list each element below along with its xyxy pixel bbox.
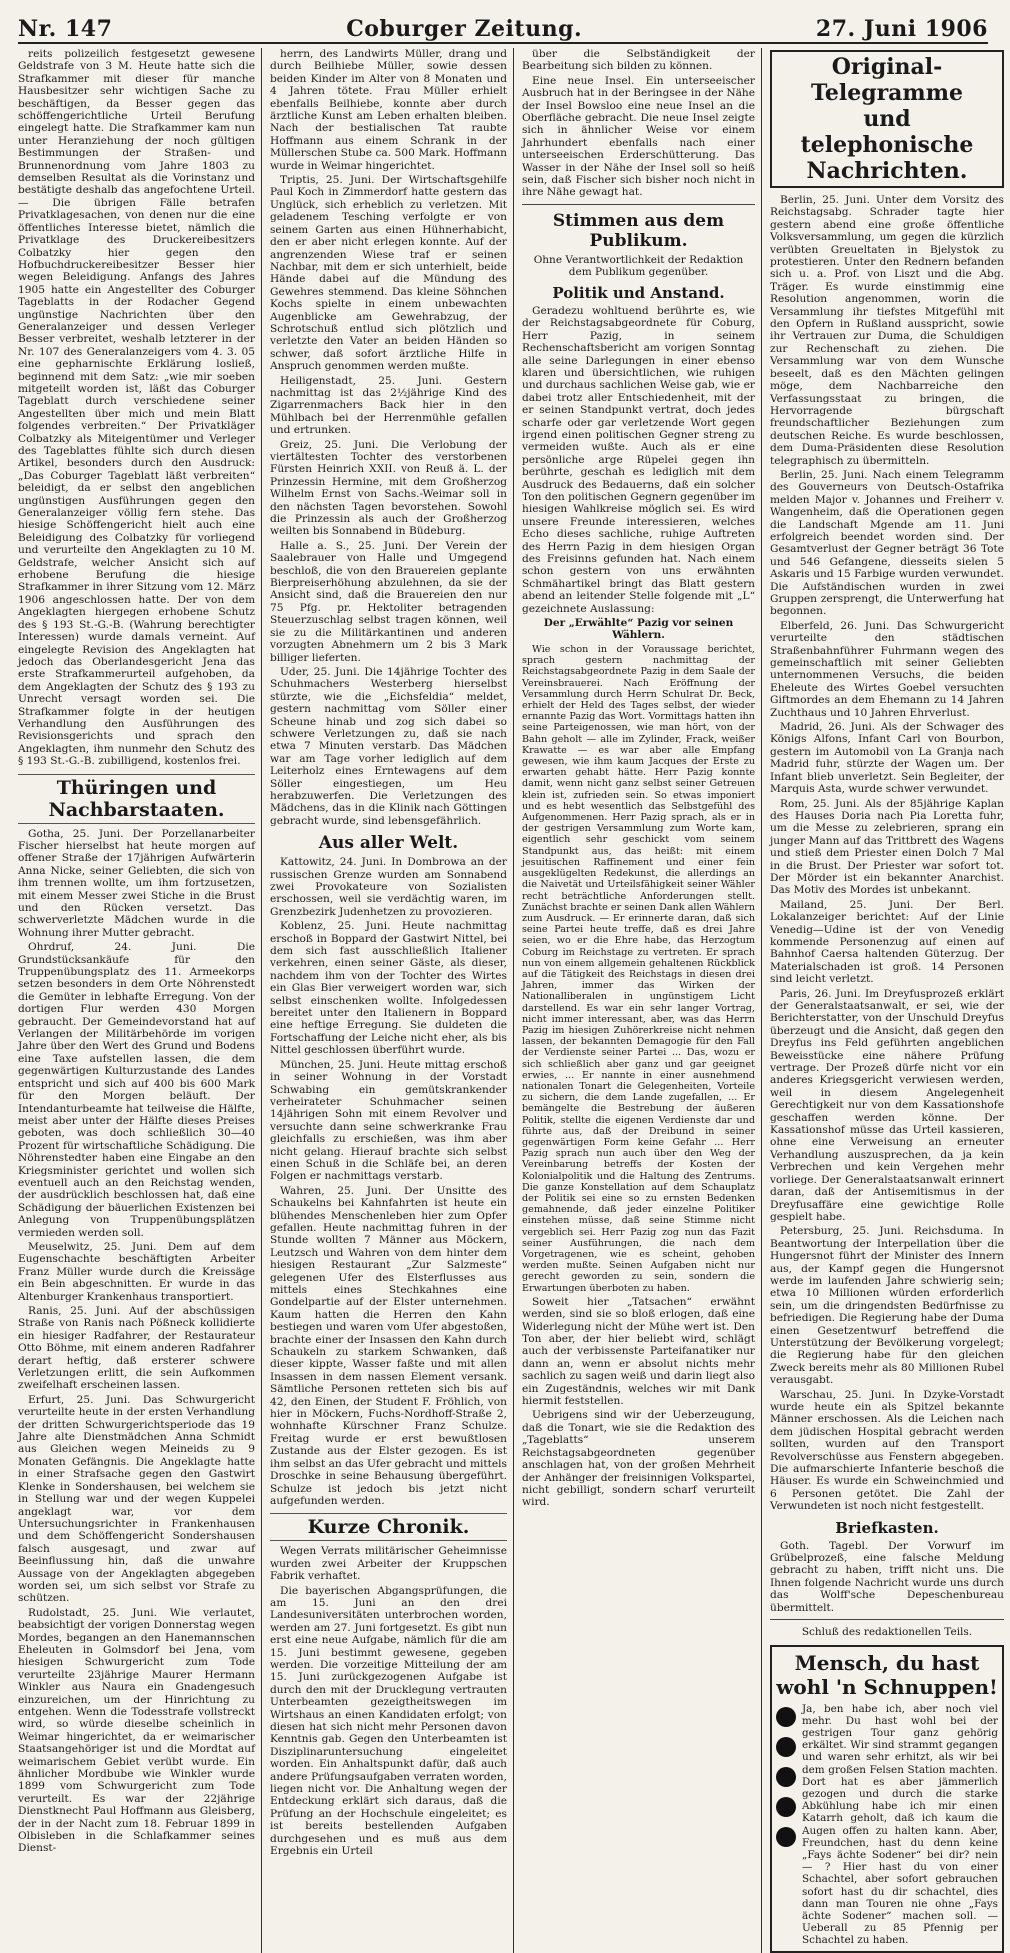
news-item: Kattowitz, 24. Juni. In Dombrowa an der russischen Grenze wurden am Sonnabend zwei Provokateure von Sozialisten erschossen, weil sie verdächtig waren, im Grenzbezirk Judenhetzen zu provozieren. [270,856,507,918]
telegram-item: Paris, 26. Juni. Im Dreyfusprozeß erklärt der Generalstaatsanwalt, er sei, wie der Berichterstatter, von der Unschuld Dreyfus überzeugt und die Ansicht, daß gegen den Dreyfus ins Feld geführten angeblichen Beweisstücke eine nähere Prüfung vertrage. Der Prozeß dürfe nicht vor ein anderes Kriegsgericht verwiesen werden, weil in diesem Angelegenheit Gerechtigkeit nur von dem Kassationshofe geschaffen werden könne. Der Kassationshof müsse das Urteil kassieren, ohne eine Verweisung an erneuter Verhandlung auszusprechen, da ja kein Verbrechen und kein Vergehen mehr vorliege. Der Generalstaatsanwalt erinnert daran, daß der Antisemitismus in der Dreyfusaffäre eine gewichtige Rolle gespielt habe. [770,987,1004,1223]
column-1 [18,48,262,1953]
masthead [18,10,988,44]
bullet-dot-icon [776,1737,796,1757]
advertisement [770,1645,1004,1953]
issue-date: 27. Juni 1906 [815,16,988,42]
columns [18,48,1004,1947]
news-item: Greiz, 25. Juni. Die Verlobung der viertältesten Tochter des verstorbenen Fürsten Heinrich XXII. von Reuß ä. L. der Prinzessin Hermine, mit dem Großherzog Wilhelm Ernst von Sachs.-Weimar soll in den nächsten Tagen bevorstehen. Sowohl die Prinzessin als auch der Großherzog weilten bis Sonnabend in Büdeburg. [270,438,507,538]
news-item: Eine neue Insel. Ein unterseeischer Ausbruch hat in der Beringsee in der Nähe der Insel Bowsloo eine neue Insel an die Oberfläche gebracht. Die neue Insel zeigte sich in ähnlicher Weise vor einem Jahrhundert ebenfalls nach einer unterseeischen Erderschütterung. Das Wasser in der Nähe der Insel soll so heiß sein, daß Fischer sich bisher noch nicht in ihre Nähe gewagt hat. [522,74,755,199]
news-item: herrn, des Landwirts Müller, drang und durch Beilhiebe Müller, sowie dessen beiden Kinder im Alter von 8 Monaten und 4 Jahren tötete. Frau Müller erhielt ebenfalls Beilhiebe, konnte aber durch ärztliche Kunst am Leben erhalten bleiben. Nach der bestialischen Tat raubte Hoffmann aus einem Schrank in der Müllerschen Stube ca. 500 Mark. Hoffmann wurde in Weimar hingerichtet. [270,48,507,172]
telegram-item: Rom, 25. Juni. Als der 85jährige Kaplan des Hauses Doria nach Pia Loretta fuhr, um die Messe zu zelebrieren, sprang ein junger Mann auf das Trittbrett des Wagens und stieß dem Priester einen Dolch 7 Mal in die Brust. Der Priester war sofort tot. Der Mörder ist ein bekannter Anarchist. Das Motiv des Mordes ist unbekannt. [770,797,1004,897]
bullet-dot-icon [776,1797,796,1817]
news-item: Triptis, 25. Juni. Der Wirtschaftsgehilfe Paul Koch in Zimmerdorf hatte gestern das Unglück, sich erheblich zu verletzen. Mit geladenem Tesching verfolgte er von seinem Garten aus einen Hühnerhabicht, den er aber nicht erlegen konnte. Auf der angrenzenden Wiese traf er seinen Nachbar, mit dem er sich unterhielt, beide Hände dabei auf die Mündung des Gewehres stemmend. Das kleine Söhnchen Kochs spielte in einem unbewachten Augenblicke am Gewehrabzug, der Schrotschuß entlud sich plötzlich und verletzte den Vater an beiden Händen so schwer, daß sofort ärztliche Hilfe in Anspruch genommen werden mußte. [270,174,507,373]
news-item: Ohrdruf, 24. Juni. Die Grundstücksankäufe für den Truppenübungsplatz des 11. Armeekorps setzen besonders in dem Orte Nöhrenstedt die Gemüter in lebhafte Erregung. Von der dortigen Flur werden 430 Morgen gebraucht. Der Gemeindevorstand hat auf Verlangen der Militärbehörde im vorigen Jahre über den Wert des Grund und Bodens eine Taxe aufstellen lassen, die dem gegenwärtigen Kulturzustande des Landes entspricht und sich auf 400 bis 600 Mark für den Morgen beläuft. Der Intendanturbeamte hat teilweise die Hälfte, meist aber unter der Hälfte dieses Preises geboten, was doch schließlich 30—40 Prozent für wirtschaftliche Schädigung. Die Nöhrenstedter haben eine Eingabe an den Kriegsminister gerichtet und wollen sich eventuell auch an den Reichstag wenden, der ausdrücklich beschlossen hat, daß eine Schädigung der bäuerlichen Existenzen bei Anlegung von Truppenübungsplätzen vermieden werden soll. [18,941,255,1239]
bullet-dot-icon [776,1767,796,1787]
news-item: Halle a. S., 25. Juni. Der Verein der Saalebrauer von Halle und Umgegend beschloß, die von den Brauereien geplante Bierpreiserhöhung abzulehnen, da sie der Ansicht sind, daß die Brauereien den nur 75 Pfg. pr. Hektoliter betragenden Steuerzuschlag selbst tragen können, weil sie zu die Militärkantinen und anderen vorzugten Abnehmern um 2 bis 3 Mark billiger lieferten. [270,539,507,664]
quoted-article: Wie schon in der Voraussage berichtet, sprach gestern nachmittag der Reichstagsabgeordnete Pazig in dem Saale der Vereinsbrauerei. Nach Eröffnung der Versammlung durch Herrn Schulrat Dr. Beck, erhielt der Held des Tages selbst, der wieder ernannte Pazig das Wort. Vormittags hatten ihn seine Parteigenossen, wie man hört, von der Bahn geholt — alle im Zylinder, Frack, weißer Krawatte — es war aber alle Empfang gewesen, wie ihm kaum Jacques der Erste zu erwarten gehabt hätte. Herr Pazig konnte damit, wenn nicht ganz selbst seiner Getreuen klein ist, zufrieden sein. So etwas imponiert und es hebt wesentlich das Selbstgefühl des Aufgenommenen. Herr Pazig sprach, als er in der gestrigen Versammlung zum Worte kam, eigentlich sehr geschickt vom seinem Standpunkt aus, das heißt: mit einem jesuitischen Raffinement und einer fein ausgeklügelten Redekunst, die allerdings an die Naivetät und Urteilsfähigkeit seiner Wähler recht beträchtliche Anforderungen stellt. Zunächst brachte er seinen Dank allen Wählern zum Ausdruck. — Er erinnerte daran, daß sich seine Partei heute treffe, daß es drei Jahre seien, wo er die Ehre habe, das Herzogtum Coburg im Reichstage zu vertreten. Er sprach nun von einem allgemein gehaltenen Rückblick auf die Tätigkeit des Reichstags in diesen drei Jahren, immer das Wirken der Nationalliberalen in ungünstigem Licht darstellend. Es war ein sehr langer Vortrag, nicht immer interessant, aber, was das Herrn Pazig im hiesigen Zuhörerkreise nicht nehmen lassen, der bekannten Demagogie für den Fall der Verdienste seiner Partei ... Das, wozu er sich schließlich aber ganz und gar geeignet erwies, ... Er nannte in einer ausnehmend nationalen Tonart die Gelegenheiten, Vorteile zu sichern, die dem Lande zugefallen, ... Er bemängelte die Bestrebung der äußeren Politik, stellte die eigenen Verdienste dar und führte aus, daß der Dreibund in seiner gegenwärtigen Form keine Gefahr ... Herr Pazig sprach nun auch über den Weg der Vereinbarung betreffs der Kosten der Kolonialpolitik und die Haltung des Zentrums. Die ganze Konstellation auf dem Schauplatz der Politik sei eine so zu ernsten Bedenken gemahnende, daß jeder einzelne Politiker einstehen müsse, daß seine Stimme nicht vergeblich sei. Herr Pazig zog nun das Fazit seiner Ausführungen, die nach dem Vorgetragenen, wie es scheint, gehoben werden mußte. Seinen Aufgaben nicht nur gerecht geworden zu sein, sondern die Erwartungen überboten zu haben. [522,644,755,1294]
telegram-item: Berlin, 25. Juni. Unter dem Vorsitz des Reichstagsabg. Schrader tagte hier gestern abend eine große öffentliche Volksversammlung, um gegen die kürzlich verübten Greueltaten in Bjelystok zu protestieren. Unter den Rednern befanden sich u. a. Prof. von Liszt und die Abg. Träger. Es wurde einstimmig eine Resolution angenommen, worin die Versammlung ihr tiefstes Mitgefühl mit den Opfern in Rußland ausspricht, sowie ihr Vertrauen zur Duma, die Schuldigen zur Rechenschaft zu ziehen. Die Versammlung war von dem Wunsche beseelt, daß es den Mächten gelingen möge, dem Nachbarreiche den Verfassungsstaat zu bringen, die Hervorragende bürgschaft freundschaftlicher Beziehungen zum deutschen Reiche. Es wurde beschlossen, dem Duma-Präsidenten diese Resolution telegraphisch zu übermitteln. [770,194,1004,467]
telegram-header-box [770,50,1004,188]
news-item: Wahren, 25. Juni. Der Unsitte des Schaukelns bei Kahnfahrten ist heute ein blühendes Menschenleben hier zum Opfer gefallen. Heute nachmittag fuhren in der Stunde wollten 7 Männer aus Möckern, Leutzsch und Wahren von dem hinter dem hiesigen Restaurant „Zur Salzmeste“ gelegenen Ufer des Elsterflusses aus mittels eines Stechkahnes eine Gondelpartie auf der Elster unternehmen. Kaum hatten die Herren den Kahn bestiegen und waren vom Ufer abgestoßen, brachte einer der Insassen den Kahn durch Schaukeln zu starkem Schwanken, daß dieser kippte, Wasser faßte und mit allen Insassen in dem nassen Element versank. Sämtliche Personen retteten sich bis auf 42, den Einen, der Student F. Fröhlich, von hier in Möckern, Fuchs-Nordhoff-Straße 2, wohnhafte Kürschner Franz Schulze. Freitag wurde er erst bewußtlosen Zustande aus der Elster gezogen. Es ist ihm selbst an das Ufer gebracht und mittels Droschke in seine Behausung übergeführt. Schulze ist jedoch bis jetzt nicht aufgefunden werden. [270,1184,507,1507]
advertisement-title: Mensch, du hast wohl 'n Schnuppen! [776,1650,998,1699]
divider [770,1619,1004,1620]
section-subheading: Ohne Verantwortlichkeit der Redaktion dem Publikum gegenüber. [533,253,744,278]
bullet-dot-icon [776,1827,796,1847]
news-item: Erfurt, 25. Juni. Das Schwurgericht verurteilte heute in der ersten Verhandlung der dritten Schwurgerichtsperiode das 19 Jahre alte Dienstmädchen Anna Schmidt aus Gleichen wegen Meineids zu 9 Monaten Gefängnis. Die Angeklagte hatte in einer Strafsache gegen den Gastwirt Klenke in Sondershausen, bei welchem sie in Stellung war und der wegen Kuppelei angeklagt war, vor dem Untersuchungsrichter in Frankenhausen und dem Schöffengericht Sondershausen falsch ausgesagt, und zwar auf Beeinflussung hin, daß die unwahre Aussage von der Angeklagten abgegeben worden sei, um sich selbst vor Strafe zu schützen. [18,1393,255,1605]
article-body: Geradezu wohltuend berührte es, wie der Reichstagsabgeordnete für Coburg, Herr Pazig, in seinem Rechenschaftsbericht am vorigen Sonntag alle seine Darlegungen in einer ebenso klaren und übersichtlichen, wie ruhigen und durchaus sachlichen Weise gab, wie er dabei trotz aller Entschiedenheit, mit der er seinen Standpunkt vertrat, doch jedes scharfe oder gar verletzende Wort gegen irgend einen politischen Gegner streng zu vermeiden wußte. Auch als er eine persönliche arge Rüpelei gegen ihn berührte, geschah es lediglich mit dem Ausdruck des Bedauerns, daß ein solcher Ton den politischen Gegnern gegenüber im hiesigen Wahlkreise möglich sei. Es wird unsere Freunde interessieren, welches Echo dieses sachliche, ruhige Auftreten des Herrn Pazig in dem hiesigen Organ des Freisinns gefunden hat. Nach einem schon gestern von uns erwähnten Schmähartikel bringt das Blatt gestern abend an leitender Stelle folgende mit „L“ gezeichnete Auslassung: [522,304,755,615]
divider [522,204,755,205]
section-heading-stimmen: Stimmen aus dem Publikum. [552,210,725,251]
editorial-end-note: Schluß des redaktionellen Teils. [801,1626,973,1639]
bullet-dot-icon [776,1707,796,1727]
telegram-subtitle: und telephonische Nachrichten. [800,106,974,184]
column-2 [270,48,514,1953]
letterbox-item: Goth. Tagebl. Der Vorwurf im Grübelprozeß, eine falsche Meldung gebracht zu haben, trifft nicht uns. Die Ihnen folgende Nachricht wurde uns durch das Wolff'sche Depeschenbureau übermittelt. [770,1539,1004,1614]
news-item: Ranis, 25. Juni. Auf der abschüssigen Straße von Ranis nach Pößneck kollidierte ein hiesiger Radfahrer, der Restaurateur Otto Böhme, mit einem anderen Radfahrer derart heftig, daß ersterer schwere Verletzungen erlitt, die sein Aufkommen zweifelhaft erscheinen lassen. [18,1305,255,1392]
column-3 [522,48,762,1953]
quote-heading: Der „Erwählte“ Pazig vor seinen Wählern. [543,617,734,642]
news-item: Heiligenstadt, 25. Juni. Gestern nachmittag ist das 2½jährige Kind des Zigarrenmachers Back hier in den Mühlbach bei der Herrenmühle gefallen und ertrunken. [270,374,507,437]
advertisement-body [776,1703,998,1947]
advertisement-text: Ja, ben habe ich, aber noch viel mehr. Du hast wohl bei der gestrigen Tour ganz gehörig erkältet. Wir sind strammt gegangen und waren sehr erhitzt, als wir bei dem großen Felsen Station machten. Dort hat es aber jämmerlich gezogen und durch die starke Abkühlung habe ich mir einen Katarrh geholt, daß ich kaum die Augen offen zu halten kann. Aber, Freundchen, hast du denn keine „Fays ächte Sodener“ bei dir? nein — ? Hier hast du von einer Schachtel, aber sofort gebrauchen sofort hast du dir schachtel, dies dann man Touren nie ohne „Fays ächte Sodener“ machen soll. — Ueberall zu 85 Pfennig per Schachtel zu haben. [802,1702,998,1947]
issue-number: Nr. 147 [18,16,113,42]
telegram-item: Elberfeld, 26. Juni. Das Schwurgericht verurteilte den städtischen Straßenbahnführer Fuhrmann wegen des gemeinschaftlich mit seiner Geliebten unternommenen Versuchs, die beiden Eheleute des Wirtes Goebel versuchten Giftmordes an dem Ehemann zu 14 Jahren Zuchthaus und 10 Jahren Ehrverlust. [770,619,1004,719]
advertisement-dots [776,1703,796,1947]
article-body: Soweit hier „Tatsachen“ erwähnt werden, sind sie so bloß erlogen, daß eine Widerlegung nicht der Mühe wert ist. Den Ton aber, der hier beliebt wird, schlägt auch der verbissenste Parteifanatiker nur dann an, wenn er absolut nichts mehr sachlich zu sagen weiß und darin liegt also ein Zugeständnis, welches wir mit Dank hiermit feststellen. [522,1295,755,1408]
column-4 [770,48,1010,1953]
article-heading-politik: Politik und Anstand. [552,283,725,302]
telegram-item: Petersburg, 25. Juni. Reichsduma. In Beantwortung der Interpellation über die Hungersnot führt der Minister des Innern aus, der Kampf gegen die Hungersnot werde im laufenden Jahre schwierig sein; etwa 10 Millionen würden erforderlich sein, um die dringendsten Bedürfnisse zu befriedigen. Die Regierung habe der Duma einen Gesetzentwurf betreffend die Unterstützung der Bevölkerung vorgelegt; die Regierung habe für den gleichen Zweck bereits mehr als 80 Millionen Rubel verausgabt. [770,1225,1004,1387]
news-item: Die bayerischen Abgangsprüfungen, die am 15. Juni an den drei Landesuniversitäten unterbrochen worden, werden am 27. Juni fortgesetzt. Es gibt nun erst eine neue Aufgabe, nämlich für die am 15. Juni bestimmt gewesene, gegeben werden. Die vorzeitige Mitteilung der am 15. Juni zurückgezogenen Aufgabe ist durch den mit der Drucklegung vertrauten Unterbeamten gezeigtheitswegen im Wirtshaus an einen Kandidaten erfolgt; von diesen hat sich nicht mehr Personen davon Kenntnis gab. Gegen den Unterbeamten ist Disziplinaruntersuchung eingeleitet worden. Ein Anhaltspunkt dafür, daß auch andere Prüfungsaufgaben verraten worden, liegen nicht vor. Die Anhaltung wegen der Entdeckung erklärt sich daraus, daß die Prüfung an der Hochschule eingeleitet; es ist bereits bestellenden Aufgaben durchgesehen und es muß aus dem Ergebnis ein Urteil [270,1584,507,1858]
telegram-title: Original-Telegramme [811,54,963,106]
news-item: Wegen Verrats militärischer Geheimnisse wurden zwei Arbeiter der Kruppschen Fabrik verhaftet. [270,1545,507,1583]
section-heading-briefkasten: Briefkasten. [835,1518,939,1537]
section-heading-aus-aller-welt: Aus aller Welt. [318,833,459,854]
news-item: Rudolstadt, 25. Juni. Wie verlautet, beabsichtigt der vorigen Donnerstag wegen Mordes, begangen an den Hanemannschen Eheleuten in Golmsdorf bei Jena, vom hiesigen Schwurgericht zum Tode verurteilte 23jährige Maurer Hermann Winkler aus Naura ein Gnadengesuch einzureichen, um der Hinrichtung zu entgehen. Wenn die Todesstrafe vollstreckt wird, so würde dieselbe scheinlich in Weimar hingerichtet, da er weimarischer Staatsangehöriger ist und die Mordtat auf weimarischem Gebiet verübt wurde. Ein ähnlicher Mordbube wie Winkler wurde 1899 vom Schwurgericht zum Tode verurteilt. Es war der 22jährige Dienstknecht Paul Hoffmann aus Gleisberg, der in der Nacht zum 18. Februar 1899 in Olbisleben in die Schlafkammer seines Dienst- [18,1606,255,1855]
telegram-item: Berlin, 25. Juni. Nach einem Telegramm des Gouverneurs von Deutsch-Ostafrika melden Major v. Johannes und Freiherr v. Wangenheim, daß die Operationen gegen die Landschaft Mgende am 11. Juni erfolgreich beendet worden sind. Der Gesamtverlust der Gegner beträgt 36 Tote und 546 Gefangene, diesseits sielen 5 Askaris und 15 Farbige wurden verwundet. Die Aufständischen wurden in zwei Gruppen zersprengt, die Unterwerfung hat begonnen. [770,468,1004,618]
news-item: Uder, 25. Juni. Die 14jährige Tochter des Schuhmachers Westerberg hierselbst stürzte, wie die „Eichsfeldia“ meldet, gestern nachmittag vom Söller einer Scheune hinab und zog sich dabei so schwere Verletzungen zu, daß sie nach etwa 7 Minuten verstarb. Das Mädchen war am Tage vorher lediglich auf dem Leiterholz eines Erntewagens auf dem Söller eingestiegen, um Heu herabzuwerfen. Die Verletzungen des Mädchens, das in die Klinik nach Göttingen gebracht wurde, sind lebensgefährlich. [270,665,507,827]
telegram-item: Mailand, 25. Juni. Der Berl. Lokalanzeiger berichtet: Auf der Linie Venedig—Udine ist der von Venedig kommende Personenzug auf einen auf Bahnhof Caersa haltenden Güterzug. Der Materialschaden ist groß. 14 Personen sind leicht verletzt. [770,898,1004,986]
news-item: München, 25. Juni. Heute mittag erschoß in seiner Wohnung in der Vorstadt Schwabing ein gemütskrankender verheirateter Schuhmacher seinen 14jährigen Sohn mit einem Revolver und versuchte dann seine schwerkranke Frau gleichfalls zu erschießen, was ihm aber nicht gelang. Hierauf brachte sich selbst einen Schuß in die Schläfe bei, an deren Folgen er nachmittags verstarb. [270,1058,507,1183]
news-item: Koblenz, 25. Juni. Heute nachmittag erschoß in Boppard der Gastwirt Nittel, bei dem sich fast ausschließlich Italiener verkehren, einen seiner Gäste, als dieser, nachdem ihm von der Tochter des Wirtes ein Glas Bier verweigert worden war, sich selbst einschenken wollte. Infolgedessen bereitet unter den Italienern in Boppard eine heftige Erregung. Sie duldeten die Fortschaffung der Leiche nicht eher, als bis Nittel geschlossen überführt wurde. [270,920,507,1057]
court-report: reits polizeilich festgesetzt gewesene Geldstrafe von 3 M. Heute hatte sich die Strafkammer mit dieser für manche Hausbesitzer sehr wichtigen Sache zu beschäftigen, da Besser gegen das schöffengerichtliche Urteil Berufung eingelegt hatte. Die Strafkammer kam nun unter Heranziehung der noch gültigen Bestimmungen der Straßen- und Brunnenordnung vom Jahre 1803 zu demselben Resultat als die Vorinstanz und bestätigte deshalb das angefochtene Urteil. — Die übrigen Fälle betrafen Privatklagesachen, von denen nur die eine öffentliches Interesse bietet, nämlich die Privatklage des Druckereibesitzers Colbatzky hier gegen den Hofbuchdruckereibesitzer Besser hier wegen Beleidigung. Anfangs des Jahres 1905 hatte ein Angestellter des Coburger Tageblatts in der Rodacher Gegend ungünstige Nachrichten über den Generalanzeiger und dessen Verleger Besser verbreitet, weshalb letzterer in der Nr. 107 des Generalanzeigers vom 4. 3. 05 eine gepharnischte Erklärung losließ, beginnend mit dem Satz: „wie mir soeben mitgeteilt worden ist, läßt das Coburger Tageblatt durch verschiedene seiner Angestellten über mich und mein Blatt folgendes verbreiten.“ Der Privatkläger Colbatzky als Miteigentümer und Verleger des Tageblattes fühlte sich durch diesen Artikel, besonders durch den Ausdruck: „Das Coburger Tageblatt läßt verbreiten“ beleidigt, da er selbst den angeblichen ungünstigen Ausführungen gegen den Generalanzeiger völlig fern stehe. Das hiesige Schöffengericht hielt auch eine Beleidigung des Colbatzky für vorliegend und verurteilte den Angeklagten zu 10 M. Geldstrafe, welcher Ansicht sich auf erhobene Berufung die hiesige Strafkammer in ihrer Sitzung vom 12. März 1906 angeschlossen hatte. Der von dem Angeklagten hiergegen erhobene Schutz des § 193 St.-G.-B. (Wahrung berechtigter Interessen) wurde damals verneint. Auf eingelegte Revision des Angeklagten hat jedoch das Oberlandesgericht Jena das erste Strafkammerurteil aufgehoben, da dem Angeklagten der Schutz des § 193 zu Unrecht versagt worden sei. Die Strafkammer folgte in der heutigen Verhandlung den Ausführungen des Revisionsgerichts und sprach den Angeklagten, ihm nunmehr den Schutz des § 193 St.-G.-B. zubilligend, kostenlos frei. [18,48,255,768]
section-heading-thueringen: Thüringen und Nachbarstaaten. [18,774,255,824]
news-item: über die Selbständigkeit der Bearbeitung sich bilden zu können. [522,48,755,73]
newspaper-title: Coburger Zeitung. [346,16,583,42]
article-body: Uebrigens sind wir der Ueberzeugung, daß die Tonart, wie sie die Redaktion des „Tageblatts“ unserem Reichstagsabgeordneten gegenüber anschlagen hat, von der großen Mehrheit der Anhänger der freisinnigen Volkspartei, nicht gebilligt, sondern scharf verurteilt wird. [522,1409,755,1509]
section-heading-kurze-chronik: Kurze Chronik. [270,1513,507,1541]
telegram-item: Madrid, 26. Juni. Als der Schwager des Königs Alfons, Infant Carl von Bourbon, gestern im Automobil von La Granja nach Madrid fuhr, stürzte der Wagen um. Der Infant blieb unverletzt. Sein Begleiter, der Marquis Asta, wurde schwer verwundet. [770,721,1004,796]
telegram-item: Warschau, 25. Juni. In Dzyke-Vorstadt wurde heute ein als Spitzel bekannte Männer erschossen. Als die Leichen nach dem jüdischen Hospital gebracht werden sollten, wurden auf den Transport Revolverschüsse aus Fenstern abgegeben. Die aufmarschierte Infanterie beschoß die Häuser. Es wurde ein Schweinchmied und 6 Personen getötet. Die Zahl der Verwundeten ist noch nicht festgestellt. [770,1388,1004,1513]
news-item: Meuselwitz, 25. Juni. Dem auf dem Eugenschachte beschäftigten Arbeiter Franz Müller wurde durch die Kreissäge ein Bein abgeschnitten. Er wurde in das Altenburger Krankenhaus transportiert. [18,1240,255,1303]
news-item: Gotha, 25. Juni. Der Porzellanarbeiter Fischer hierselbst hat heute morgen auf offener Straße der 17jährigen Aufwärterin Anna Nicke, seiner Geliebten, die sich von ihm trennen wollte, um ihm fortzusetzen, mit einem Messer zwei Stiche in die Brust und den Rücken versetzt. Das schwerverletzte Mädchen wurde in die Wohnung ihrer Mutter gebracht. [18,827,255,939]
